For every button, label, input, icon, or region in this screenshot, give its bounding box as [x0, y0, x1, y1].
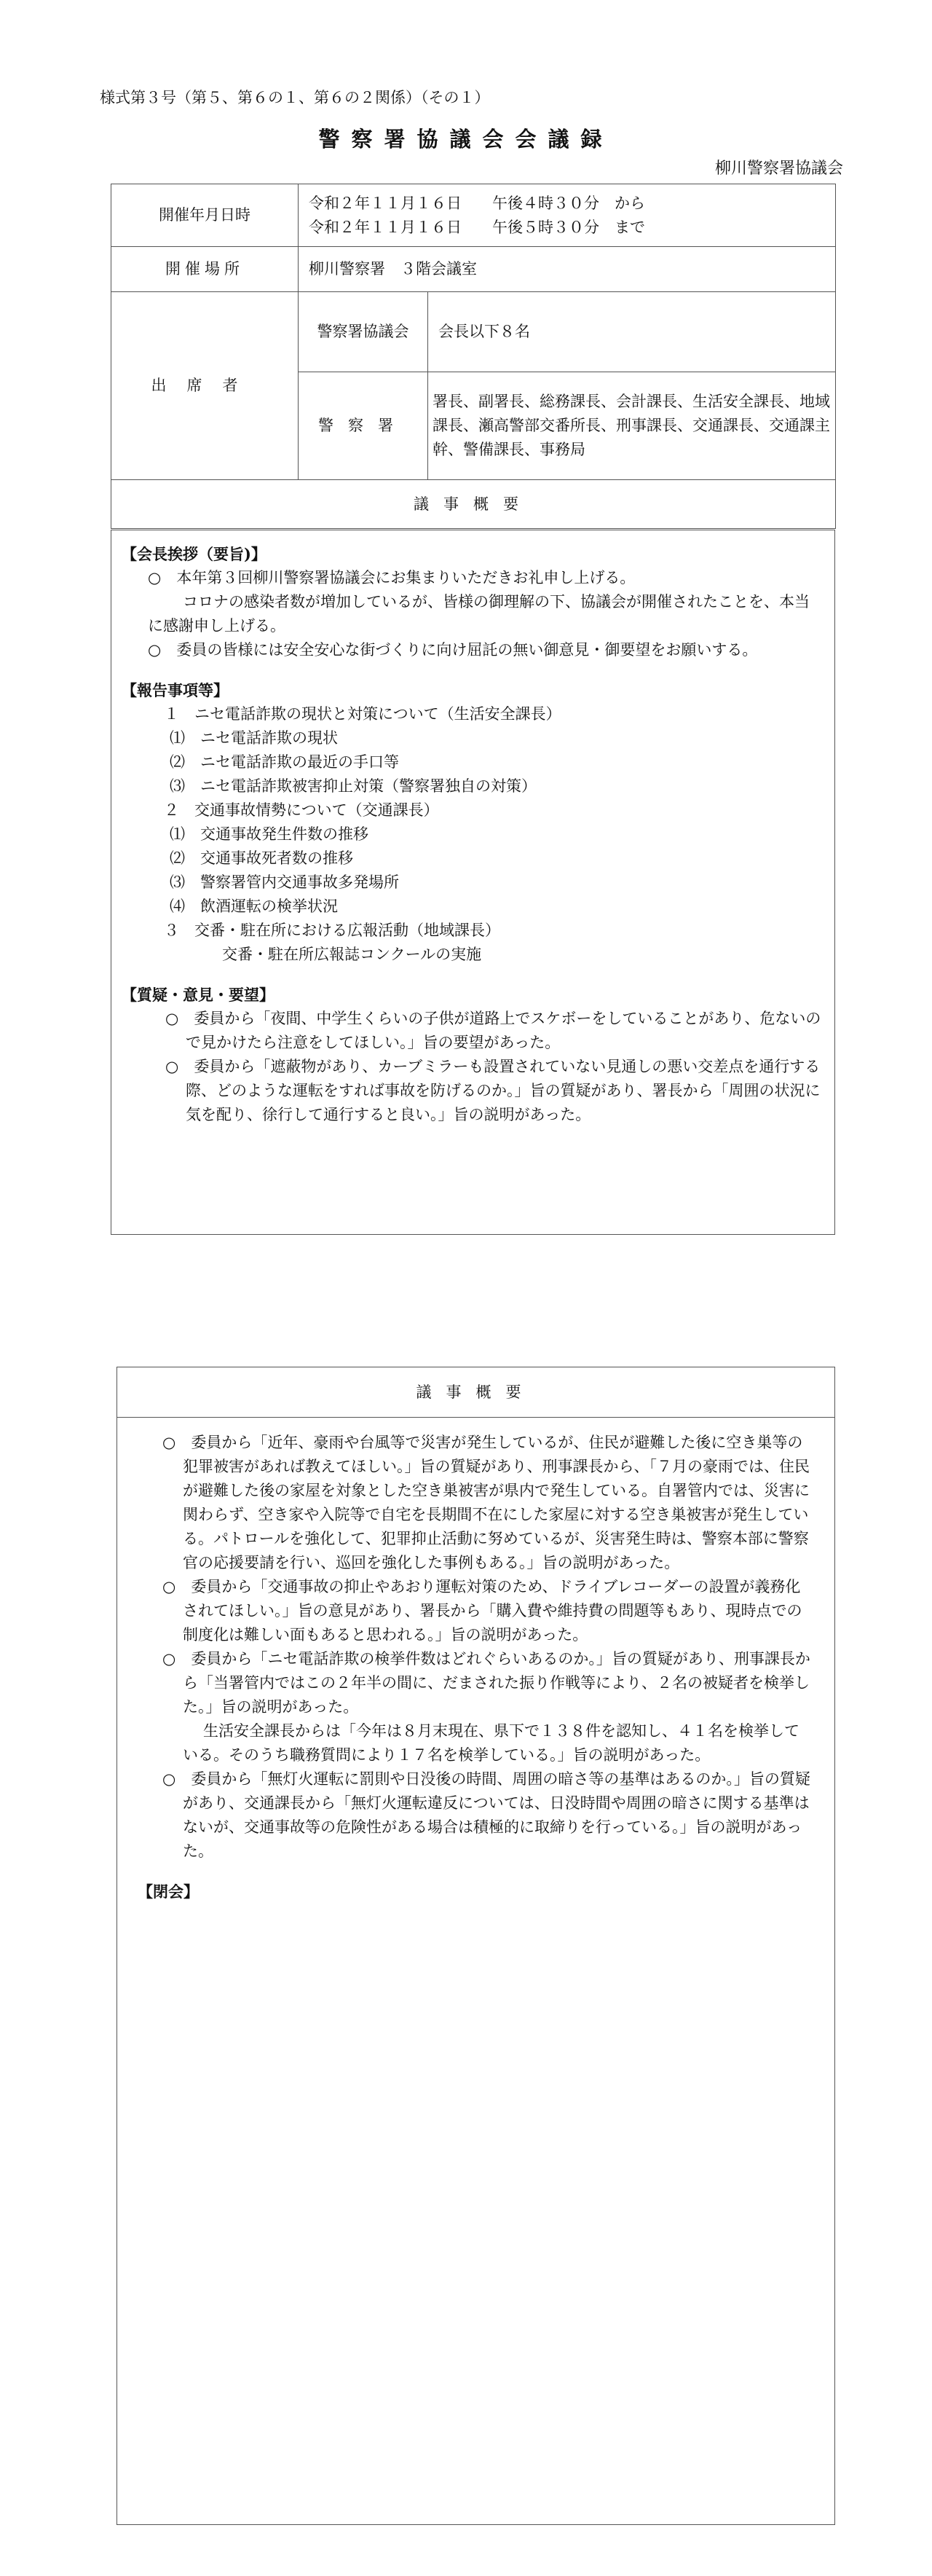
report-item: ２ 交通事故情勢について（交通課長）: [164, 801, 439, 819]
report-subitem: ⑶ 警察署管内交通事故多発場所: [170, 873, 399, 891]
discussion-item: 生活安全課長からは「今年は８月末現在、県下で１３８件を認知し、４１名を検挙している。そのうち職務質問により１７名を検挙している。」旨の説明があった。: [183, 1722, 799, 1764]
summary-label-cell: [111, 480, 836, 529]
report-heading: 【報告事項等】: [122, 681, 229, 699]
report-item: １ ニセ電話詐欺の現状と対策について（生活安全課長）: [164, 705, 561, 723]
council-label-cell: [299, 292, 428, 372]
place-label-cell: [111, 247, 299, 292]
date-start: 令和２年１１月１６日 午後４時３０分 から: [309, 194, 645, 212]
qa-heading: 【質疑・意見・要望】: [122, 986, 275, 1004]
date-row: [111, 184, 836, 247]
council-value: 会長以下８名: [438, 323, 530, 340]
discussion-item: ○ 委員から「交通事故の抑止やあおり運転対策のため、ドライブレコーダーの設置が義務化されてほしい。」旨の意見があり、署長から「購入費や維持費の問題等もあり、現時点での制度化は難しい面もあると思われる。」旨の説明があった。: [162, 1578, 802, 1644]
place-value-cell: [299, 247, 836, 292]
meeting-info-table: [111, 184, 836, 529]
station-value-cell: [428, 372, 836, 480]
discussion-item: ○ 委員から「無灯火運転に罰則や日没後の時間、周囲の暗さ等の基準はあるのか。」旨の質疑があり、交通課長から「無灯火運転違反については、日没時間や周囲の暗さに関する基準はないが、交通事故等の危険性がある場合は積極的に取締りを行っている。」旨の説明があった。: [162, 1770, 810, 1860]
summary-label: 議事概要: [414, 495, 533, 513]
date-label-cell: [111, 184, 299, 247]
greeting-item: ○ 委員の皆様には安全安心な街づくりに向け屈託の無い御意見・御要望をお願いする。: [148, 641, 758, 659]
form-number-label: 様式第３号（第５、第６の１、第６の２関係）（その１）: [100, 89, 490, 106]
station-label-cell: [299, 372, 428, 480]
station-attendees: 署長、副署長、総務課長、会計課長、生活安全課長、地域課長、瀬高警部交番所長、刑事課長、交通課長、交通課主幹、警備課長、事務局: [433, 393, 830, 458]
report-item: ３ 交番・駐在所における広報活動（地域課長）: [164, 922, 500, 939]
closing-heading: 【閉会】: [138, 1882, 199, 1901]
meeting-summary-box: [111, 530, 835, 1235]
discussion-item: ○ 委員から「近年、豪雨や台風等で災害が発生しているが、住民が避難した後に空き巣等の犯罪被害があれば教えてほしい。」旨の質疑があり、刑事課長から、「７月の豪雨では、住民が避難した後の家屋を対象とした空き巣被害が県内で発生している。自署管内では、災害に関わらず、空き家や入院等で自宅を長期間不在にした家屋に対する空き巣被害が発生している。パトロールを強化して、犯罪抑止活動に努めているが、災害発生時は、警察本部に警察官の応援要請を行い、巡回を強化した事例もある。」旨の説明があった。: [162, 1434, 810, 1571]
attendance-label: 出席者: [151, 377, 258, 394]
report-subitem: ⑴ 交通事故発生件数の推移: [170, 825, 368, 843]
council-value-cell: [428, 292, 836, 372]
council-label: 警察署協議会: [317, 323, 409, 340]
document-title: 警察署協議会会議録: [318, 127, 614, 152]
report-subitem: ⑷ 飲酒運転の検挙状況: [170, 898, 338, 915]
report-subitem: ⑵ ニセ電話詐欺の最近の手口等: [170, 753, 399, 771]
meeting-summary-continued-box: [116, 1367, 835, 2525]
report-subitem: ⑵ 交通事故死者数の推移: [170, 849, 353, 867]
discussion-item: ○ 委員から「ニセ電話詐欺の検挙件数はどれぐらいあるのか。」旨の質疑があり、刑事課長から「当署管内ではこの２年半の間に、だまされた振り作戦等により、２名の被疑者を検挙した。」旨の説明があった。: [162, 1650, 810, 1716]
date-value-cell: [299, 184, 836, 247]
council-attendance-row: [111, 292, 836, 372]
station-label: 警察署: [318, 417, 408, 434]
greeting-heading: 【会長挨拶（要旨)】: [122, 545, 266, 563]
continued-summary-header: 議事概要: [117, 1367, 834, 1418]
place-value: 柳川警察署 ３階会議室: [309, 260, 477, 278]
attendance-label-cell: [111, 292, 299, 480]
summary-header-row: [111, 480, 836, 529]
greeting-item: ○ 本年第３回柳川警察署協議会にお集まりいただきお礼申し上げる。: [148, 569, 636, 586]
organization-name: 柳川警察署協議会: [714, 160, 843, 178]
place-label: 開催場所: [165, 260, 244, 278]
qa-item: ○ 委員から「夜間、中学生くらいの子供が道路上でスケボーをしていることがあり、危ないので見かけたら注意をしてほしい。」旨の要望があった。: [165, 1010, 821, 1051]
report-subitem: 交番・駐在所広報誌コンクールの実施: [222, 946, 482, 963]
qa-item: ○ 委員から「遮蔽物があり、カーブミラーも設置されていない見通しの悪い交差点を通行する際、どのような運転をすれば事故を防げるのか。」旨の質疑があり、署長から「周囲の状況に気を配り、徐行して通行すると良い。」旨の説明があった。: [165, 1058, 821, 1123]
date-label: 開催年月日時: [159, 206, 250, 224]
greeting-item: コロナの感染者数が増加しているが、皆様の御理解の下、協議会が開催されたことを、本当に感謝申し上げる。: [148, 593, 810, 635]
date-end: 令和２年１１月１６日 午後５時３０分 まで: [309, 218, 645, 236]
report-subitem: ⑴ ニセ電話詐欺の現状: [170, 729, 338, 747]
place-row: [111, 247, 836, 292]
report-subitem: ⑶ ニセ電話詐欺被害抑止対策（警察署独自の対策）: [170, 777, 537, 795]
